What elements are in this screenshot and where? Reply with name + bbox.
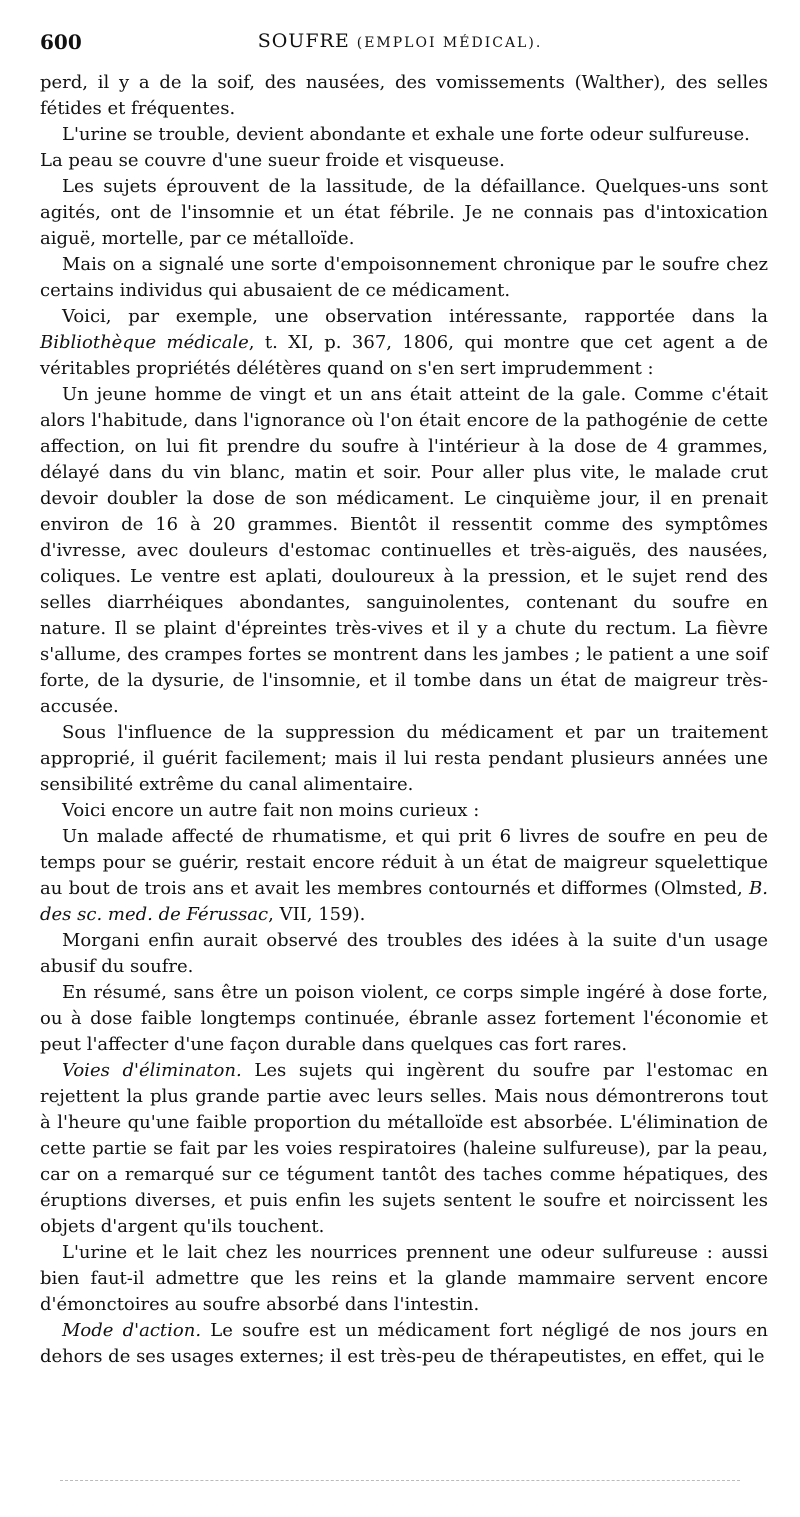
paragraph-text: Le soufre est un médicament fort négligé de nos jours en dehors de ses usages externes; il est très-peu de thérapeutistes, en effet, qui le <box>40 1320 769 1367</box>
paragraph: La peau se couvre d'une sueur froide et visqueuse. <box>40 150 505 171</box>
section-heading: Mode d'action. <box>62 1320 202 1341</box>
paragraph <box>40 1318 768 1370</box>
section-heading: Voies d'éliminaton. <box>62 1060 242 1081</box>
paragraph-text: Un malade affecté de rhumatisme, et qui prit 6 livres de soufre en peu de temps pour se guérir, restait encore réduit à un état de maigreur squelettique au bout de trois ans et avait les membres contournés et difformes (Olmsted, <box>40 826 768 899</box>
running-head-subtitle: (EMPLOI MÉDICAL). <box>356 35 543 51</box>
page-header <box>40 30 760 58</box>
paragraph-text: Les sujets qui ingèrent du soufre par l'estomac en rejettent la plus grande partie avec leurs selles. Mais nous démontrerons tout à l'heure qu'une faible proportion du métalloïde est absorbée. L'élimination de cette partie se fait par les voies respiratoires (haleine sulfureuse), par la peau, car on a remarqué sur ce tégument tantôt des taches comme hépatiques, des éruptions diverses, et puis enfin les sujets sentent le soufre et noircissent les objets d'argent qu'ils touchent. <box>40 1060 768 1237</box>
paragraph: Mais on a signalé une sorte d'empoisonnement chronique par le soufre chez certains individus qui abusaient de ce médicament. <box>40 254 768 301</box>
paragraph-text: , t. XI, p. 367, 1806, qui montre que cet agent a de véritables propriétés délétères quand on s'en sert imprudemment : <box>40 332 768 379</box>
paragraph <box>40 824 768 928</box>
paragraph: Voici encore un autre fait non moins curieux : <box>62 800 480 821</box>
paragraph-text: , VII, 159). <box>268 904 366 925</box>
paragraph <box>40 304 768 382</box>
paragraph: Morgani enfin aurait observé des troubles des idées à la suite d'un usage abusif du soufre. <box>40 930 768 977</box>
paragraph: L'urine et le lait chez les nourrices prennent une odeur sulfureuse : aussi bien faut-il admettre que les reins et la glande mammaire servent encore d'émonctoires au soufre absorbé dans l'intestin. <box>40 1242 768 1315</box>
paragraph: Un jeune homme de vingt et un ans était atteint de la gale. Comme c'était alors l'habitude, dans l'ignorance où l'on était encore de la pathogénie de cette affection, on lui fit prendre du soufre à l'intérieur à la dose de 4 grammes, délayé dans du vin blanc, matin et soir. Pour aller plus vite, le malade crut devoir doubler la dose de son médicament. Le cinquième jour, il en prenait environ de 16 à 20 grammes. Bientôt il ressentit comme des symptômes d'ivresse, avec douleurs d'estomac continuelles et très-aiguës, des nausées, coliques. Le ventre est aplati, douloureux à la pression, et le sujet rend des selles diarrhéiques abondantes, sanguinolentes, contenant du soufre en nature. Il se plaint d'épreintes très-vives et il y a chute du rectum. La fièvre s'allume, des crampes fortes se montrent dans les jambes ; le patient a une soif forte, de la dysurie, de l'insomnie, et il tombe dans un état de maigreur très-accusée. <box>40 384 768 717</box>
paragraph: L'urine se trouble, devient abondante et exhale une forte odeur sulfureuse. <box>62 124 750 145</box>
paragraph: Les sujets éprouvent de la lassitude, de la défaillance. Quelques-uns sont agités, ont de l'insomnie et un état fébrile. Je ne connais pas d'intoxication aiguë, mortelle, par ce métalloïde. <box>40 176 768 249</box>
paragraph: Sous l'influence de la suppression du médicament et par un traitement approprié, il guérit facilement; mais il lui resta pendant plusieurs années une sensibilité extrême du canal alimentaire. <box>40 722 768 795</box>
running-head-title: SOUFRE <box>257 30 350 52</box>
paragraph <box>40 1058 768 1240</box>
citation-title: B. des sc. med. de Férussac <box>40 878 768 925</box>
paragraph: perd, il y a de la soif, des nausées, des vomissements (Walther), des selles fétides et fréquentes. <box>40 72 768 119</box>
body-text <box>40 70 768 1370</box>
page-number: 600 <box>40 30 82 54</box>
paragraph-text: Voici, par exemple, une observation intéressante, rapportée dans la <box>62 306 768 327</box>
citation-title: Bibliothèque médicale <box>40 332 249 353</box>
footer-rule <box>60 1480 740 1481</box>
running-head <box>40 30 760 52</box>
paragraph: En résumé, sans être un poison violent, ce corps simple ingéré à dose forte, ou à dose faible longtemps continuée, ébranle assez fortement l'économie et peut l'affecter d'une façon durable dans quelques cas fort rares. <box>40 982 768 1055</box>
